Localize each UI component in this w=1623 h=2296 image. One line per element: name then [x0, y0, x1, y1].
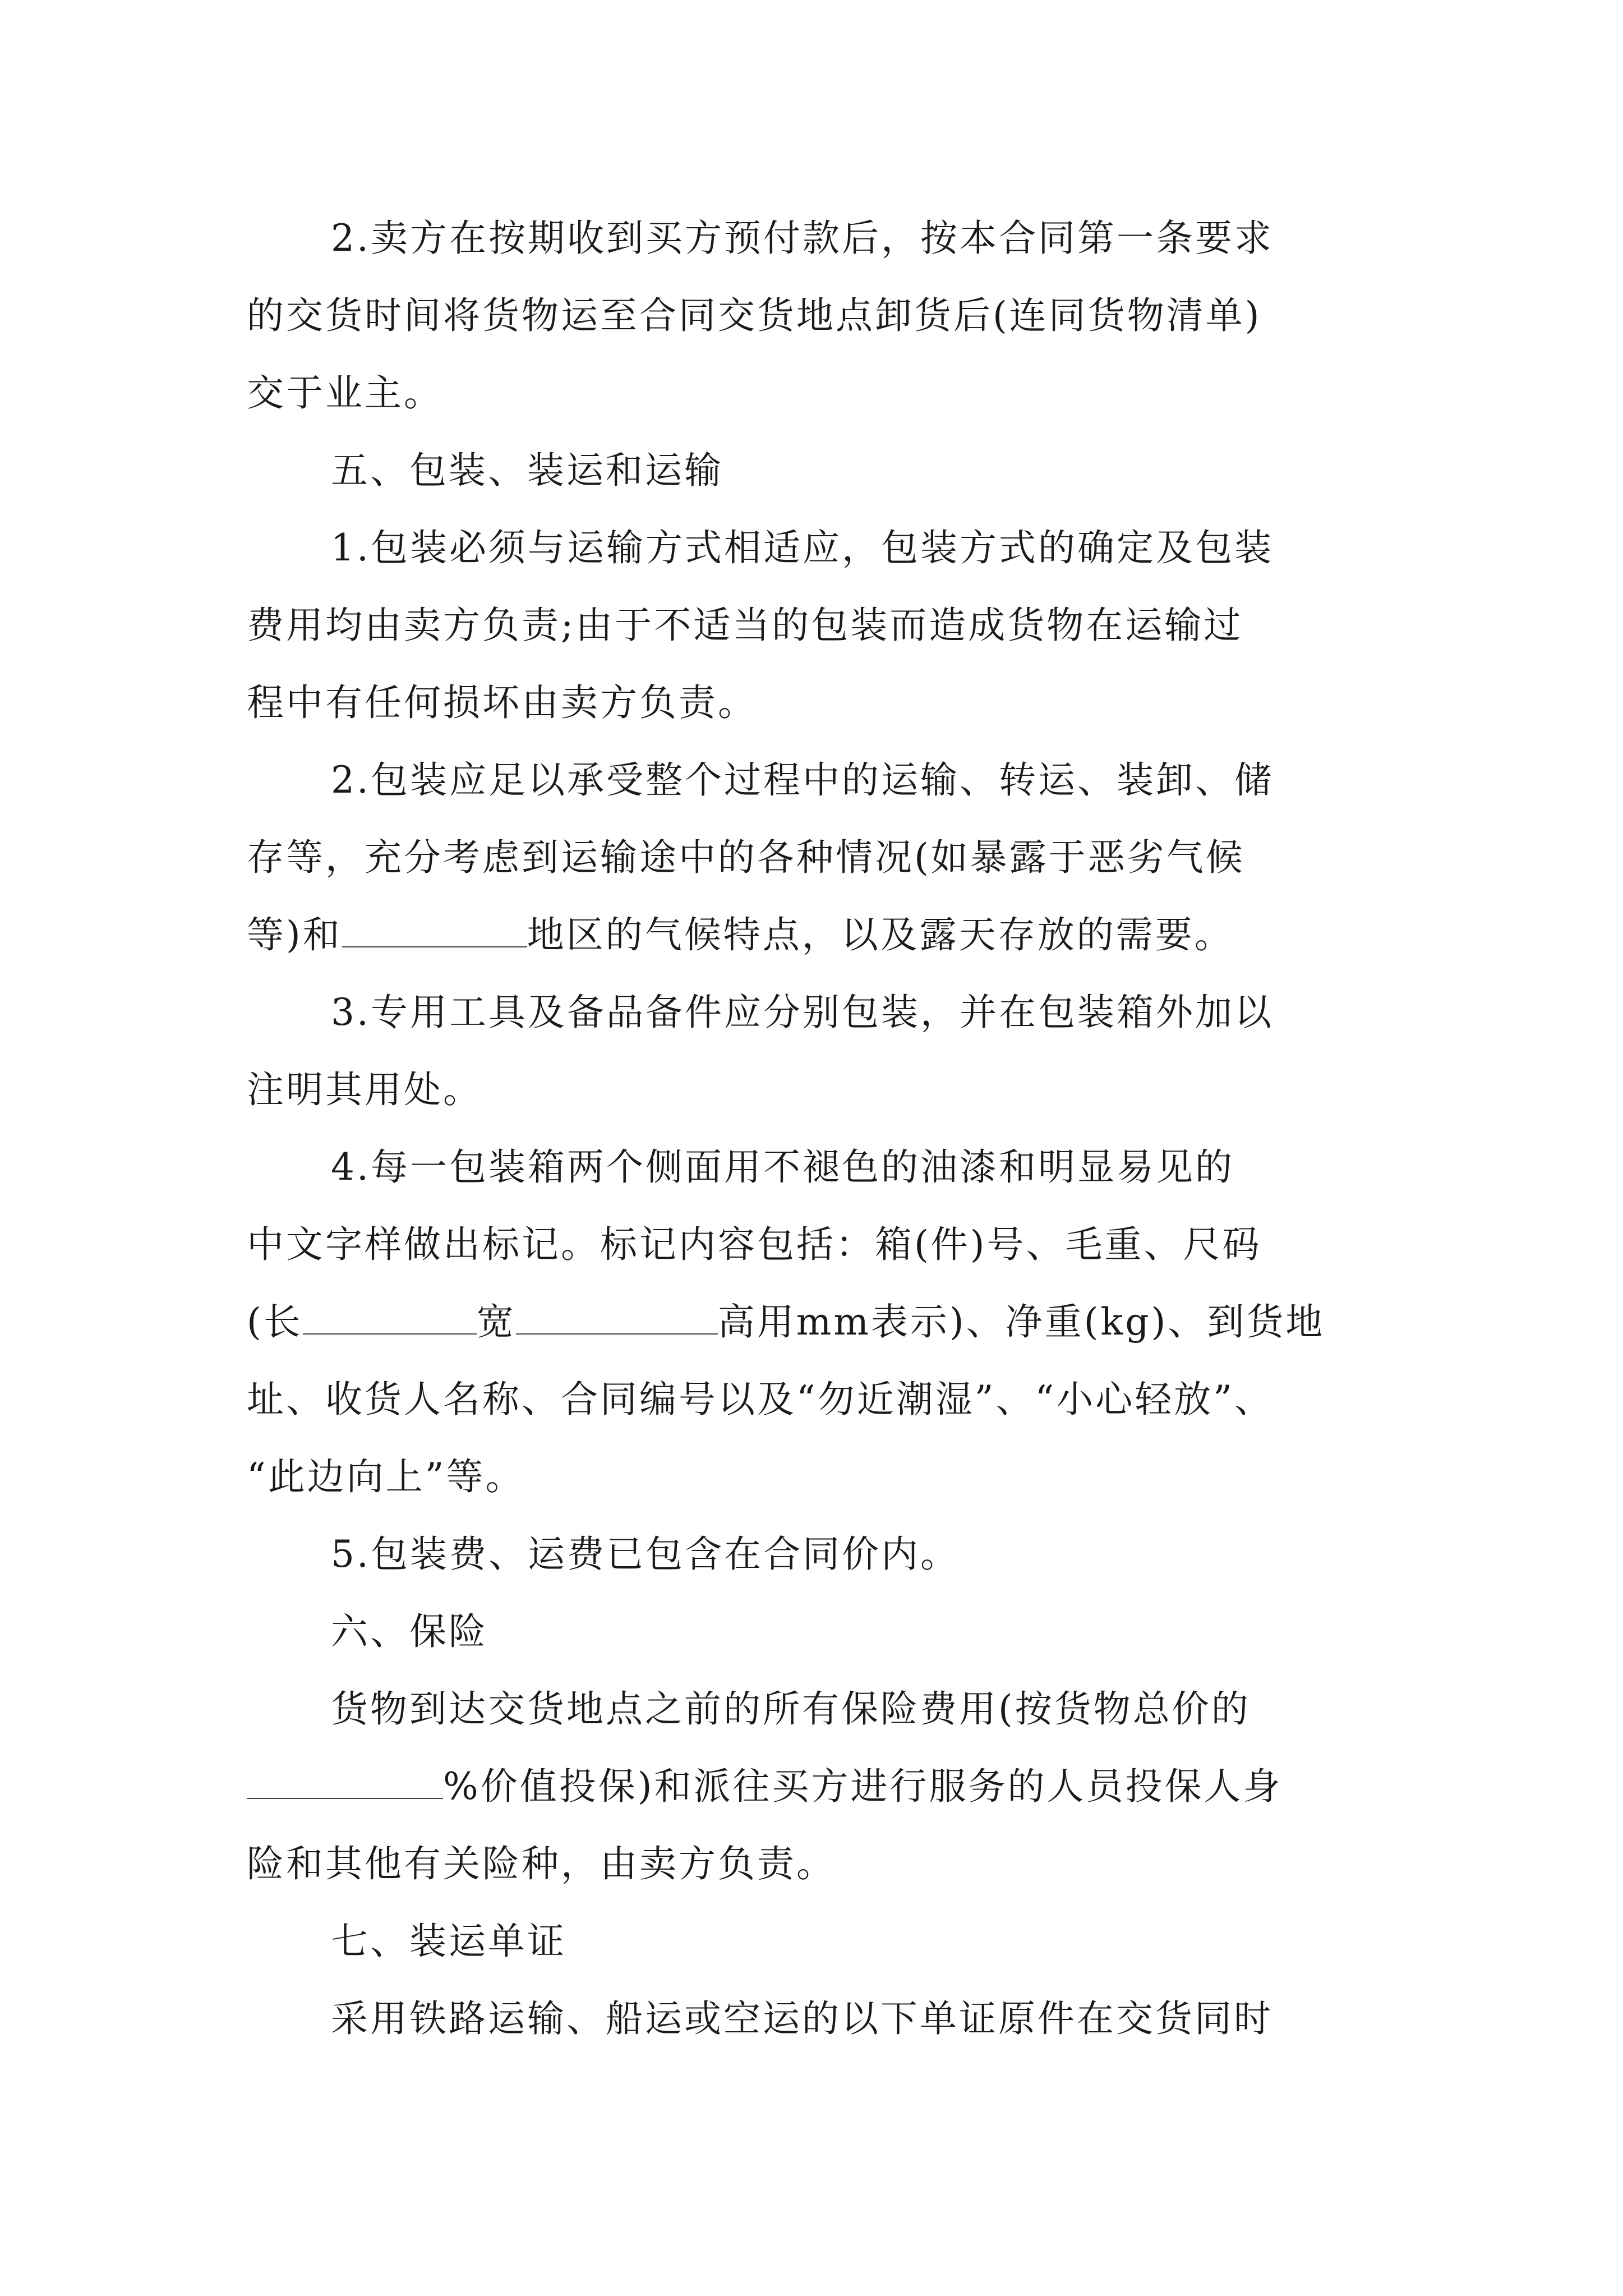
line-text: 1.包装必须与运输方式相适应，包装方式的确定及包装 — [331, 526, 1274, 569]
paragraph-line — [247, 288, 1262, 344]
heading-text: 七、装运单证 — [331, 1920, 566, 1963]
line-text: %价值投保)和派往买方进行服务的人员投保人身 — [443, 1765, 1283, 1808]
section-heading — [331, 1913, 566, 1970]
paragraph-line — [331, 1139, 1234, 1195]
paragraph-line — [331, 752, 1274, 808]
line-text: 等)和 — [247, 913, 342, 956]
fill-in-blank — [342, 907, 527, 947]
paragraph-line — [331, 520, 1274, 576]
paragraph-line — [247, 1449, 524, 1505]
line-text: 交于业主。 — [247, 371, 443, 415]
paragraph-line — [247, 907, 1234, 963]
paragraph-line — [247, 1836, 836, 1892]
paragraph-line — [247, 1294, 1325, 1350]
section-heading — [331, 1604, 488, 1660]
line-text: 的交货时间将货物运至合同交货地点卸货后(连同货物清单) — [247, 294, 1262, 337]
fill-in-blank — [516, 1294, 718, 1335]
paragraph-line — [331, 1991, 1273, 2047]
fill-in-blank — [303, 1294, 477, 1335]
paragraph-line — [247, 1062, 482, 1118]
paragraph-line — [331, 210, 1274, 266]
paragraph-line — [247, 1372, 1274, 1428]
fill-in-blank — [247, 1759, 443, 1799]
paragraph-line — [331, 1681, 1251, 1737]
line-text: 货物到达交货地点之前的所有保险费用(按货物总价的 — [331, 1687, 1251, 1731]
line-text: 险和其他有关险种，由卖方负责。 — [247, 1842, 836, 1885]
paragraph-line — [247, 597, 1243, 654]
line-text: 3.专用工具及备品备件应分别包装，并在包装箱外加以 — [331, 991, 1274, 1034]
line-text: “此边向上”等。 — [247, 1455, 525, 1498]
section-heading — [331, 443, 723, 499]
line-text: 2.卖方在按期收到买方预付款后，按本合同第一条要求 — [331, 217, 1274, 260]
heading-text: 六、保险 — [331, 1610, 488, 1653]
paragraph-line — [247, 1217, 1262, 1273]
paragraph-line — [247, 675, 757, 731]
paragraph-line — [247, 830, 1245, 886]
paragraph-line — [331, 984, 1274, 1041]
heading-text: 五、包装、装运和运输 — [331, 449, 723, 492]
line-text: 地区的气候特点，以及露天存放的需要。 — [527, 913, 1234, 956]
line-text: 程中有任何损坏由卖方负责。 — [247, 681, 757, 724]
line-text: (长 — [247, 1300, 303, 1343]
line-text: 5.包装费、运费已包含在合同价内。 — [331, 1533, 960, 1576]
line-text: 2.包装应足以承受整个过程中的运输、转运、装卸、储 — [331, 758, 1274, 802]
line-text: 高用mm表示)、净重(kg)、到货地 — [717, 1300, 1325, 1343]
line-text: 4.每一包装箱两个侧面用不褪色的油漆和明显易见的 — [331, 1145, 1234, 1189]
line-text: 采用铁路运输、船运或空运的以下单证原件在交货同时 — [331, 1997, 1273, 2040]
line-text: 注明其用处。 — [247, 1068, 482, 1111]
paragraph-line — [247, 365, 443, 421]
paragraph-line — [331, 1526, 960, 1582]
line-text: 费用均由卖方负责;由于不适当的包装而造成货物在运输过 — [247, 604, 1243, 647]
line-text: 存等，充分考虑到运输途中的各种情况(如暴露于恶劣气候 — [247, 836, 1245, 879]
line-text: 址、收货人名称、合同编号以及“勿近潮湿”、“小心轻放”、 — [247, 1378, 1274, 1421]
line-text: 中文字样做出标记。标记内容包括：箱(件)号、毛重、尺码 — [247, 1223, 1262, 1266]
paragraph-line — [247, 1759, 1282, 1815]
line-text: 宽 — [476, 1300, 516, 1343]
